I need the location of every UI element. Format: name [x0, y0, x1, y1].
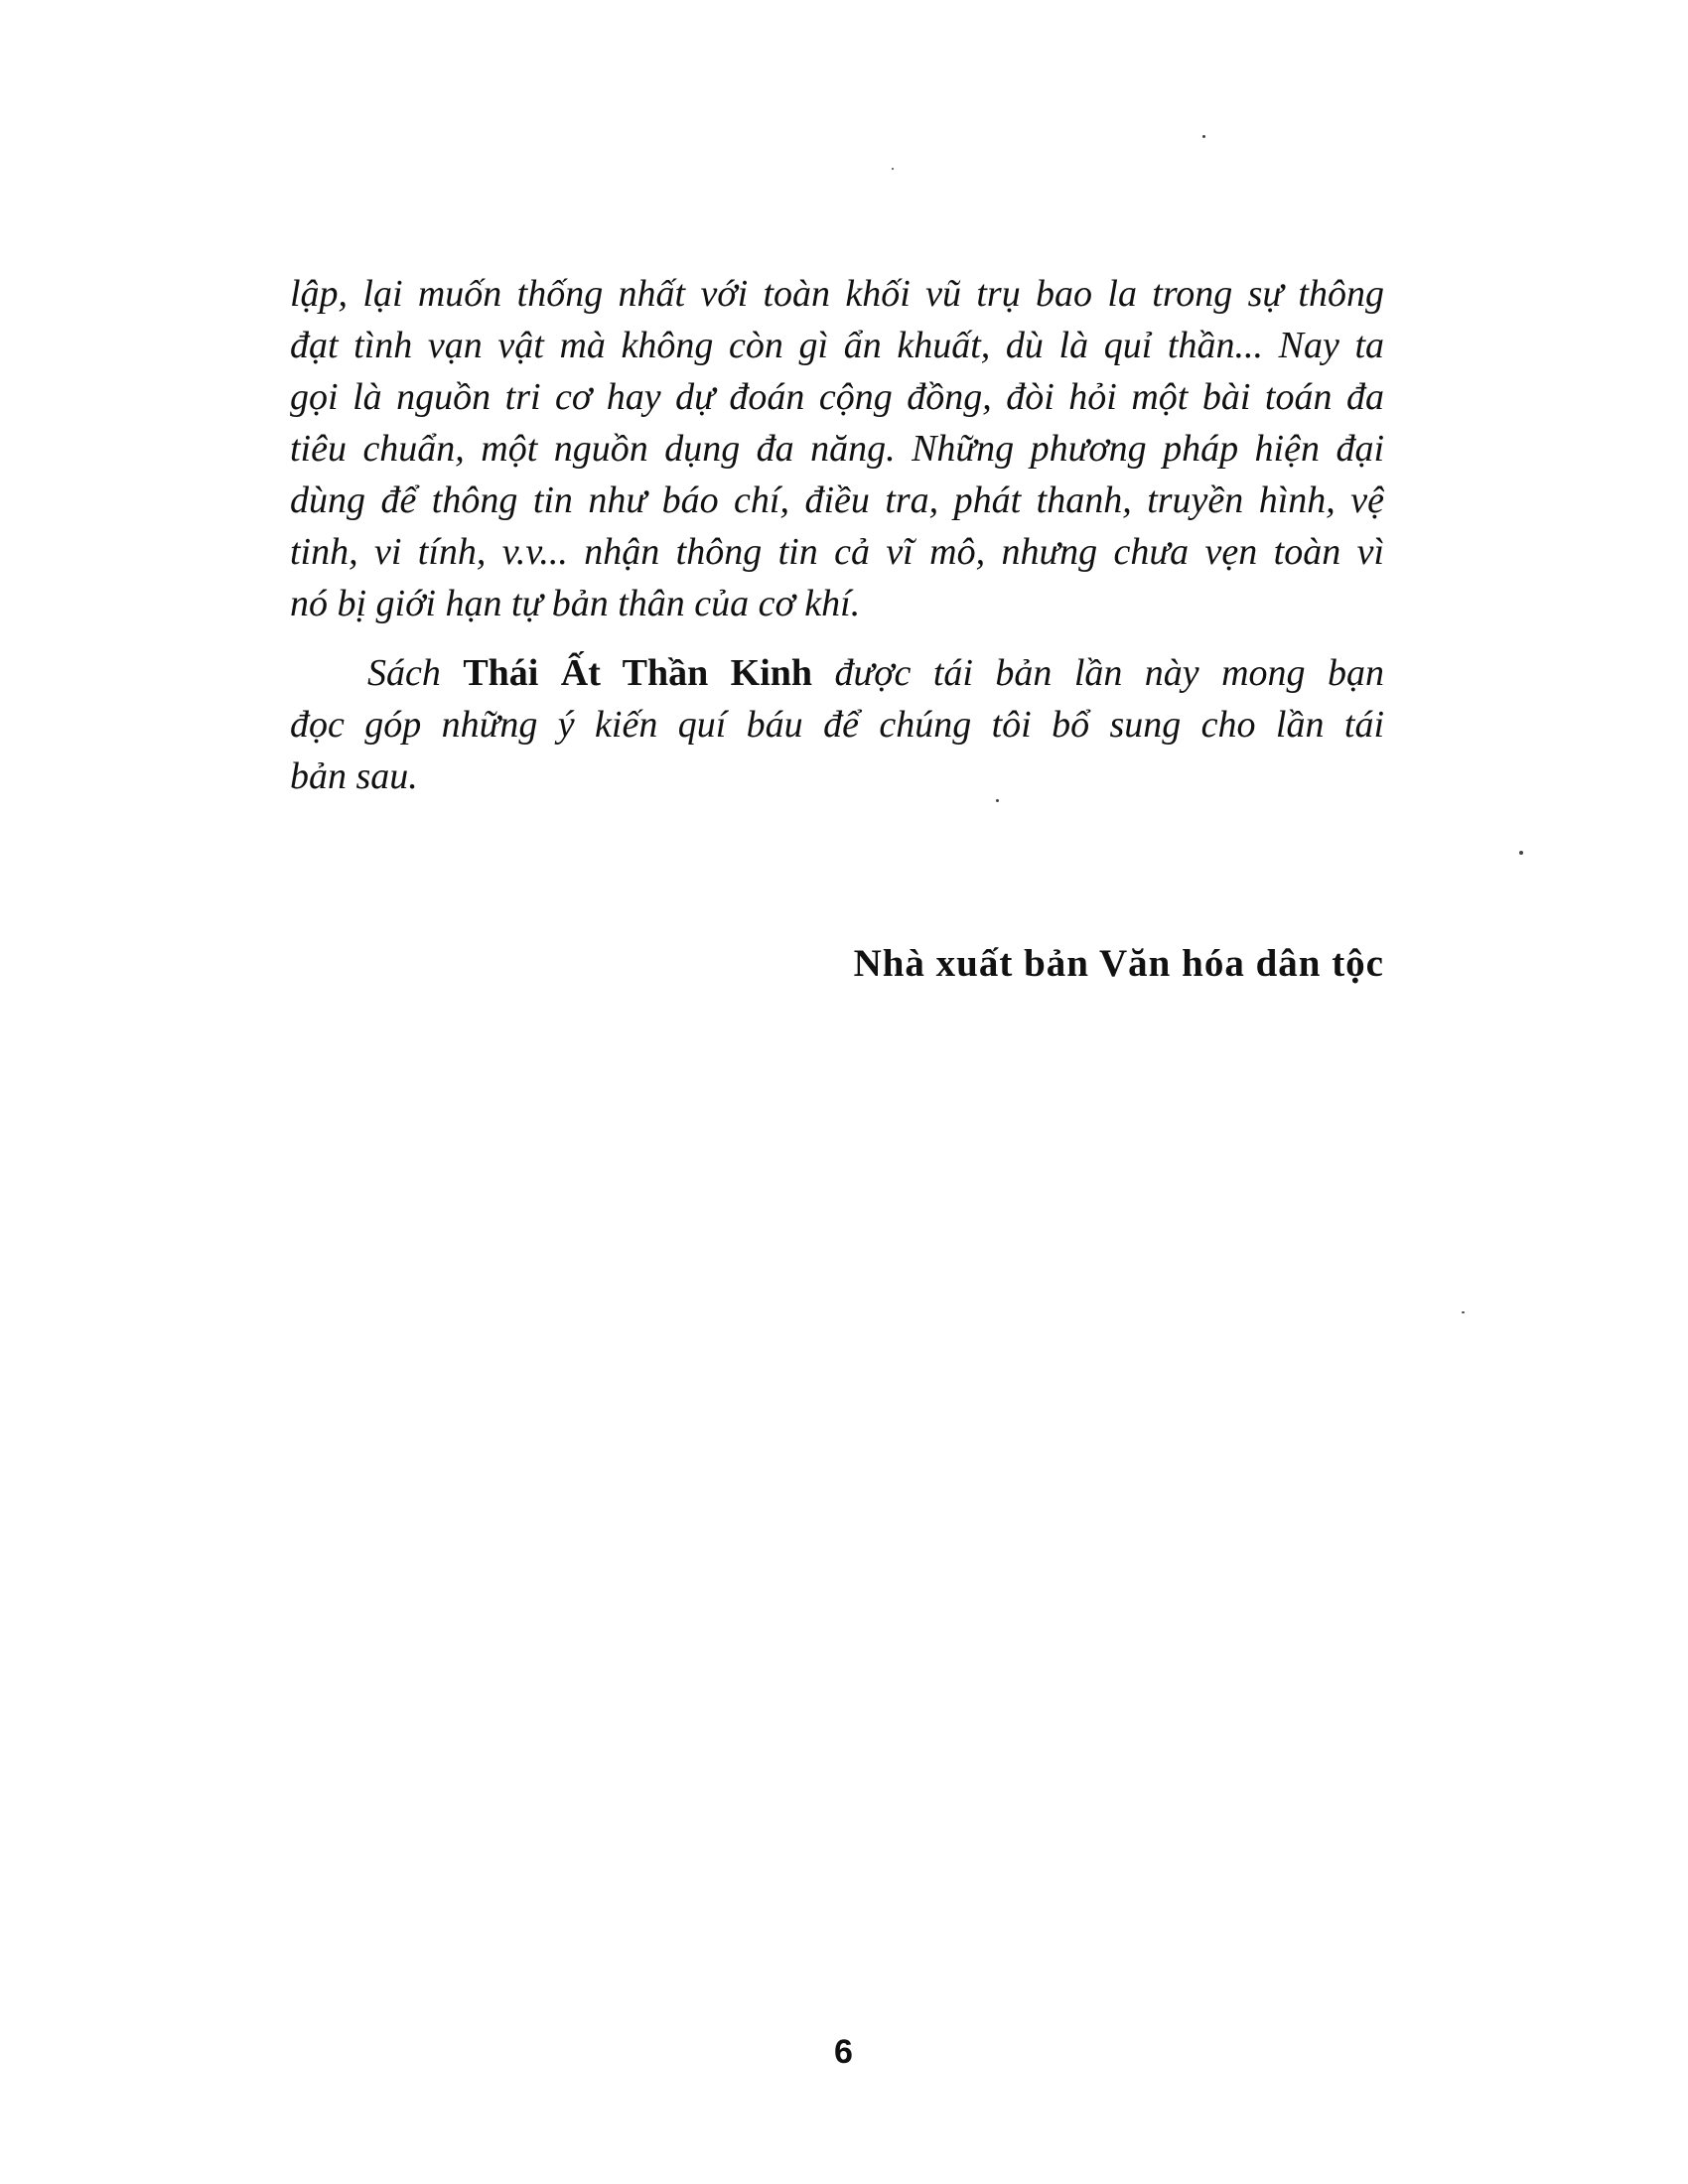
scan-speck [892, 168, 894, 170]
paragraph-1-line: tinh, vi tính, v.v... nhận thông tin cả vĩ mô, nhưng chưa vẹn toàn vì [290, 531, 1384, 573]
scan-speck [1202, 135, 1205, 138]
paragraph-2-line-1 [290, 647, 1384, 699]
book-title: Thái Ất Thần Kinh [463, 652, 813, 694]
body-text [290, 268, 1384, 802]
paragraph-2-prefix: Sách [367, 652, 464, 694]
paragraph-1-line: gọi là nguồn tri cơ hay dự đoán cộng đồng, đòi hỏi một bài toán đa [290, 376, 1384, 418]
paragraph-1-line: dùng để thông tin như báo chí, điều tra, phát thanh, truyền hình, vệ [290, 479, 1384, 521]
paragraph-2-line-2: đọc góp những ý kiến quí báu để chúng tôi bổ sung cho lần tái [290, 704, 1384, 746]
paragraph-1-line: lập, lại muốn thống nhất với toàn khối vũ trụ bao la trong sự thông [290, 273, 1384, 315]
paragraph-1-line: đạt tình vạn vật mà không còn gì ẩn khuất, dù là quỉ thần... Nay ta [290, 325, 1384, 366]
paragraph-1-line: tiêu chuẩn, một nguồn dụng đa năng. Những phương pháp hiện đại [290, 428, 1384, 470]
page-number: 6 [834, 2033, 853, 2071]
paragraph-1-line: nó bị giới hạn tự bản thân của cơ khí. [290, 583, 861, 624]
scan-speck [1462, 1311, 1465, 1313]
paragraph-spacer [290, 629, 1384, 647]
scan-speck [996, 799, 999, 802]
paragraph-2-line-3: bản sau. [290, 755, 418, 797]
scan-speck [1519, 851, 1523, 855]
publisher-signature: Nhà xuất bản Văn hóa dân tộc [853, 942, 1384, 985]
paragraph-2-suffix: được tái bản lần này mong bạn [812, 652, 1384, 694]
